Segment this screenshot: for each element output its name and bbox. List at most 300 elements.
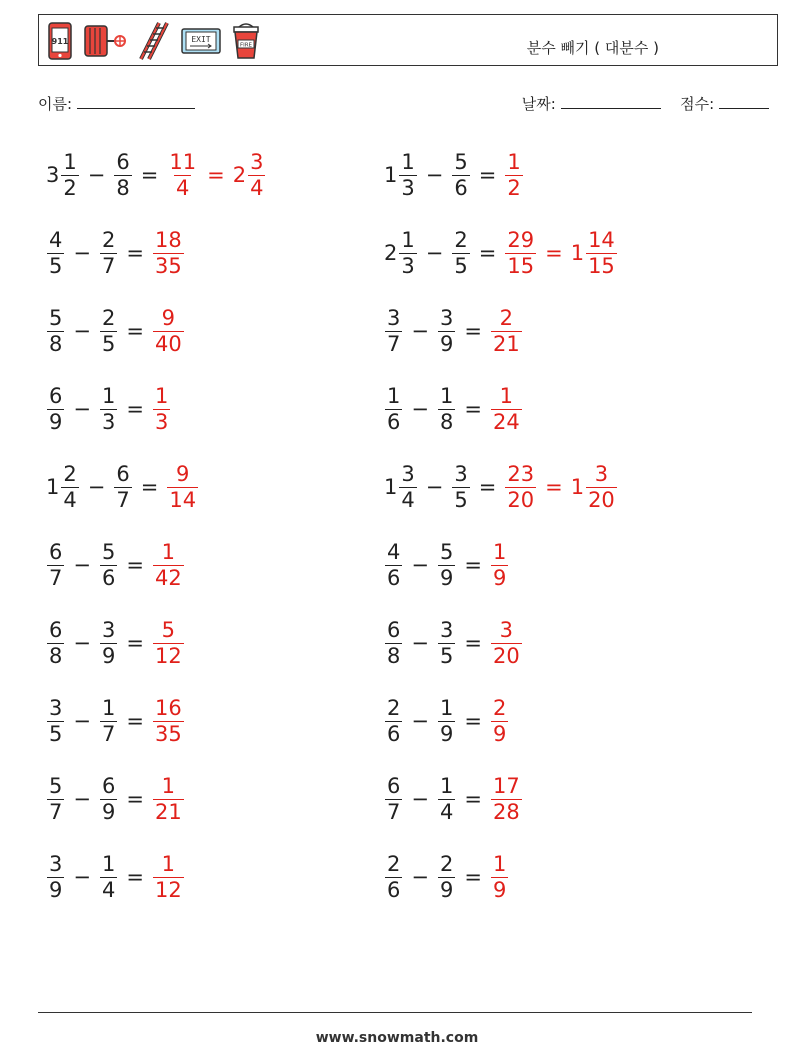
answer [166,150,266,201]
minus-sign: − [73,865,91,889]
first-numerator: 5 [49,773,63,798]
second-fraction [438,306,455,357]
first-fraction [385,696,402,747]
first-denominator: 6 [387,565,401,590]
second-numerator: 5 [454,149,468,174]
date-label: 날짜: [521,95,556,113]
minus-sign: − [411,631,429,655]
answer-numerator: 29 [507,227,535,252]
second-denominator: 5 [101,331,116,356]
first-fraction [399,462,416,513]
answer-numerator: 1 [154,383,169,408]
problem-row [384,769,523,829]
problem-row [46,847,185,907]
answer-equals-sign: = [545,241,563,265]
equals-sign: = [464,865,482,889]
answer-denominator: 14 [169,487,197,512]
second-denominator: 8 [439,409,454,434]
second-numerator: 6 [101,773,116,798]
mixed-denominator: 20 [588,487,615,512]
answer-denominator: 15 [507,253,535,278]
answer-fraction [167,150,198,201]
second-fraction [438,384,455,435]
answer-numerator: 1 [161,851,176,876]
second-denominator: 6 [101,565,116,590]
equals-sign: = [464,709,482,733]
second-denominator: 5 [454,253,468,278]
second-numerator: 2 [101,305,116,330]
equals-sign: = [126,709,144,733]
problem-row [46,379,171,439]
first-numerator: 1 [63,149,77,174]
second-fraction [114,150,131,201]
answer-fraction [505,228,536,279]
answer [490,306,523,357]
answer [490,774,523,825]
mixed-fraction [586,462,617,513]
first-whole-number: 1 [384,163,398,187]
answer [490,696,509,747]
second-denominator: 5 [439,643,454,668]
second-numerator: 6 [116,461,130,486]
first-denominator: 2 [63,175,77,200]
answer [152,852,185,903]
answer-numerator: 3 [499,617,514,642]
equals-sign: = [478,241,497,265]
second-numerator: 1 [439,773,454,798]
equals-sign: = [126,865,144,889]
first-numerator: 1 [401,227,415,252]
answer-denominator: 35 [154,721,182,746]
mixed-numerator: 3 [594,461,609,486]
answer-denominator: 9 [492,877,507,902]
answer [490,852,509,903]
minus-sign: − [87,475,106,499]
answer-denominator: 28 [492,799,520,824]
first-fraction [385,306,402,357]
minus-sign: − [411,397,429,421]
problem-row [384,613,523,673]
answer-fraction [491,306,522,357]
second-numerator: 1 [101,695,116,720]
second-fraction [114,462,131,513]
first-fraction [399,228,416,279]
answer-fraction [153,852,184,903]
fire-bucket-label: FIRE [239,42,253,49]
mixed-whole-number: 1 [570,241,585,265]
second-numerator: 1 [101,851,116,876]
second-denominator: 4 [101,877,116,902]
second-fraction [100,384,117,435]
answer-denominator: 12 [154,877,182,902]
answer-fraction [153,384,170,435]
minus-sign: − [411,787,429,811]
first-fraction [47,774,64,825]
first-numerator: 3 [401,461,415,486]
minus-sign: − [87,163,106,187]
equals-sign: = [126,631,144,655]
minus-sign: − [411,319,429,343]
second-numerator: 1 [439,695,454,720]
answer [152,618,185,669]
second-fraction [438,852,455,903]
answer-denominator: 9 [492,721,507,746]
answer-denominator: 9 [492,565,507,590]
footer-divider [38,1012,752,1013]
equals-sign: = [126,397,144,421]
mixed-fraction [586,228,617,279]
answer-denominator: 21 [492,331,520,356]
second-denominator: 4 [439,799,454,824]
first-fraction [47,384,64,435]
second-fraction [100,306,117,357]
second-numerator: 1 [439,383,454,408]
mixed-whole-number: 2 [232,163,247,187]
mixed-numerator: 14 [588,227,615,252]
first-denominator: 6 [387,721,401,746]
answer-numerator: 9 [176,461,190,486]
answer-denominator: 40 [154,331,182,356]
problem-row [384,847,509,907]
equals-sign: = [464,319,482,343]
answer-numerator: 1 [161,773,176,798]
answer-denominator: 20 [507,487,535,512]
second-fraction [100,540,117,591]
answer [166,462,199,513]
second-denominator: 6 [454,175,468,200]
minus-sign: − [411,709,429,733]
answer-numerator: 11 [169,149,197,174]
second-fraction [452,150,469,201]
minus-sign: − [73,319,91,343]
answer-denominator: 21 [154,799,182,824]
first-numerator: 1 [387,383,401,408]
footer-url: www.snowmath.com [315,1030,479,1046]
equals-sign: = [126,787,144,811]
answer [152,306,185,357]
first-denominator: 3 [401,253,415,278]
minus-sign: − [425,163,444,187]
answer [490,618,523,669]
answer [490,384,523,435]
second-denominator: 9 [439,877,454,902]
second-numerator: 3 [439,305,454,330]
second-fraction [452,228,469,279]
first-denominator: 9 [49,409,63,434]
problem-row [46,535,185,595]
first-fraction [399,150,416,201]
second-fraction [100,774,117,825]
first-fraction [385,384,402,435]
second-numerator: 1 [101,383,116,408]
mixed-numerator: 3 [250,149,264,174]
first-fraction [47,228,64,279]
answer-denominator: 24 [492,409,520,434]
name-field [38,93,195,114]
minus-sign: − [411,553,429,577]
answer-fraction [153,228,184,279]
equals-sign: = [464,631,482,655]
first-denominator: 9 [49,877,63,902]
first-numerator: 6 [49,617,63,642]
first-numerator: 3 [49,695,63,720]
first-fraction [385,618,402,669]
second-fraction [100,618,117,669]
mixed-fraction [248,150,265,201]
answer-fraction [505,462,536,513]
first-whole-number: 3 [46,163,60,187]
second-numerator: 6 [116,149,130,174]
second-denominator: 3 [101,409,116,434]
first-denominator: 6 [387,877,401,902]
first-denominator: 7 [49,799,63,824]
first-numerator: 4 [387,539,401,564]
answer-equals-sign: = [545,475,563,499]
answer-fraction [153,696,184,747]
answer-fraction [153,306,184,357]
phone-911-icon [47,21,73,61]
equals-sign: = [464,787,482,811]
equals-sign: = [126,241,144,265]
fire-hose-reel-icon [83,23,127,59]
problem-row [384,457,618,517]
answer [504,228,617,279]
answer-fraction [505,150,522,201]
first-fraction [385,540,402,591]
answer-denominator: 3 [154,409,169,434]
answer [152,774,185,825]
first-numerator: 6 [49,539,63,564]
second-numerator: 3 [454,461,468,486]
answer [504,462,617,513]
exit-sign-label: EXIT [191,35,211,44]
problem-row [46,457,199,517]
first-denominator: 7 [387,331,401,356]
first-fraction [47,696,64,747]
equals-sign: = [126,319,144,343]
icon-strip [47,21,261,61]
answer-equals-sign: = [207,163,225,187]
problem-row [384,535,509,595]
second-denominator: 8 [116,175,130,200]
worksheet-title: 분수 빼기 ( 대분수 ) [526,39,659,57]
first-numerator: 6 [49,383,63,408]
problem-row [46,613,185,673]
first-numerator: 2 [387,851,401,876]
second-denominator: 9 [439,565,454,590]
second-denominator: 7 [101,721,116,746]
date-blank[interactable] [561,94,661,109]
answer-fraction [491,696,508,747]
first-numerator: 6 [387,617,401,642]
first-fraction [385,774,402,825]
minus-sign: − [411,865,429,889]
minus-sign: − [425,241,444,265]
first-numerator: 2 [63,461,77,486]
minus-sign: − [73,241,91,265]
second-denominator: 9 [101,643,116,668]
answer-fraction [491,774,522,825]
first-fraction [47,852,64,903]
answer-numerator: 2 [499,305,514,330]
answer [152,228,185,279]
score-label: 점수: [680,95,715,113]
answer-numerator: 2 [492,695,507,720]
problem-row [46,691,185,751]
first-denominator: 4 [401,487,415,512]
answer [152,384,171,435]
fire-bucket-icon [231,21,261,61]
first-denominator: 8 [49,331,63,356]
second-numerator: 2 [101,227,116,252]
header-box [38,14,778,66]
second-denominator: 9 [439,331,454,356]
answer-denominator: 35 [154,253,182,278]
equals-sign: = [478,475,497,499]
answer-numerator: 1 [492,851,507,876]
equals-sign: = [464,397,482,421]
equals-sign: = [478,163,497,187]
problem-row [46,223,185,283]
first-denominator: 8 [49,643,63,668]
second-fraction [100,696,117,747]
second-fraction [452,462,469,513]
first-whole-number: 2 [384,241,398,265]
minus-sign: − [73,553,91,577]
first-denominator: 6 [387,409,401,434]
second-numerator: 5 [439,539,454,564]
problem-row [384,379,523,439]
second-denominator: 9 [101,799,116,824]
equals-sign: = [464,553,482,577]
first-fraction [47,306,64,357]
answer-numerator: 23 [507,461,535,486]
mixed-whole-number: 1 [570,475,585,499]
answer-numerator: 1 [492,539,507,564]
answer-denominator: 4 [176,175,190,200]
answer-fraction [491,384,522,435]
second-fraction [438,618,455,669]
answer-fraction [491,540,508,591]
answer-fraction [153,540,184,591]
second-denominator: 5 [454,487,468,512]
answer-numerator: 1 [507,149,521,174]
minus-sign: − [73,631,91,655]
first-denominator: 7 [387,799,401,824]
answer-fraction [491,852,508,903]
answer-numerator: 9 [161,305,176,330]
answer-numerator: 1 [161,539,176,564]
second-denominator: 7 [101,253,116,278]
equals-sign: = [140,475,159,499]
answer-denominator: 20 [492,643,520,668]
first-denominator: 5 [49,721,63,746]
answer-fraction [153,774,184,825]
problem-row [46,145,266,205]
second-numerator: 3 [101,617,116,642]
minus-sign: − [425,475,444,499]
problem-row [46,769,185,829]
mixed-denominator: 15 [588,253,615,278]
answer-denominator: 42 [154,565,182,590]
equals-sign: = [140,163,159,187]
first-denominator: 3 [401,175,415,200]
first-whole-number: 1 [384,475,398,499]
name-blank[interactable] [77,94,195,109]
problem-row [384,691,509,751]
first-fraction [61,150,78,201]
answer-denominator: 2 [507,175,521,200]
exit-sign-icon [181,26,221,56]
equals-sign: = [126,553,144,577]
first-denominator: 8 [387,643,401,668]
ladder-icon [137,21,171,61]
second-numerator: 2 [439,851,454,876]
first-numerator: 5 [49,305,63,330]
answer-numerator: 18 [154,227,182,252]
first-denominator: 7 [49,565,63,590]
answer [490,540,509,591]
answer-numerator: 1 [499,383,514,408]
first-fraction [385,852,402,903]
second-numerator: 2 [454,227,468,252]
answer-numerator: 17 [492,773,520,798]
first-fraction [47,618,64,669]
second-numerator: 3 [439,617,454,642]
answer-numerator: 5 [161,617,176,642]
first-numerator: 2 [387,695,401,720]
second-fraction [100,228,117,279]
minus-sign: − [73,709,91,733]
answer-numerator: 16 [154,695,182,720]
second-numerator: 5 [101,539,116,564]
phone-911-label: 911 [51,37,69,46]
first-numerator: 3 [387,305,401,330]
first-fraction [47,540,64,591]
second-fraction [438,696,455,747]
name-label: 이름: [38,95,73,113]
score-blank[interactable] [719,94,769,109]
problem-row [384,145,524,205]
second-fraction [100,852,117,903]
problem-row [384,223,618,283]
answer [504,150,523,201]
first-whole-number: 1 [46,475,60,499]
second-denominator: 9 [439,721,454,746]
first-numerator: 6 [387,773,401,798]
answer-fraction [153,618,184,669]
second-denominator: 7 [116,487,130,512]
problem-row [384,301,523,361]
answer [152,540,185,591]
first-numerator: 4 [49,227,63,252]
second-fraction [438,540,455,591]
answer-denominator: 12 [154,643,182,668]
first-fraction [61,462,78,513]
answer-fraction [491,618,522,669]
first-denominator: 4 [63,487,77,512]
minus-sign: − [73,787,91,811]
minus-sign: − [73,397,91,421]
first-numerator: 1 [401,149,415,174]
problem-row [46,301,185,361]
mixed-denominator: 4 [250,175,264,200]
first-numerator: 3 [49,851,63,876]
date-score-fields [522,93,769,114]
answer [152,696,185,747]
answer-fraction [167,462,198,513]
second-fraction [438,774,455,825]
